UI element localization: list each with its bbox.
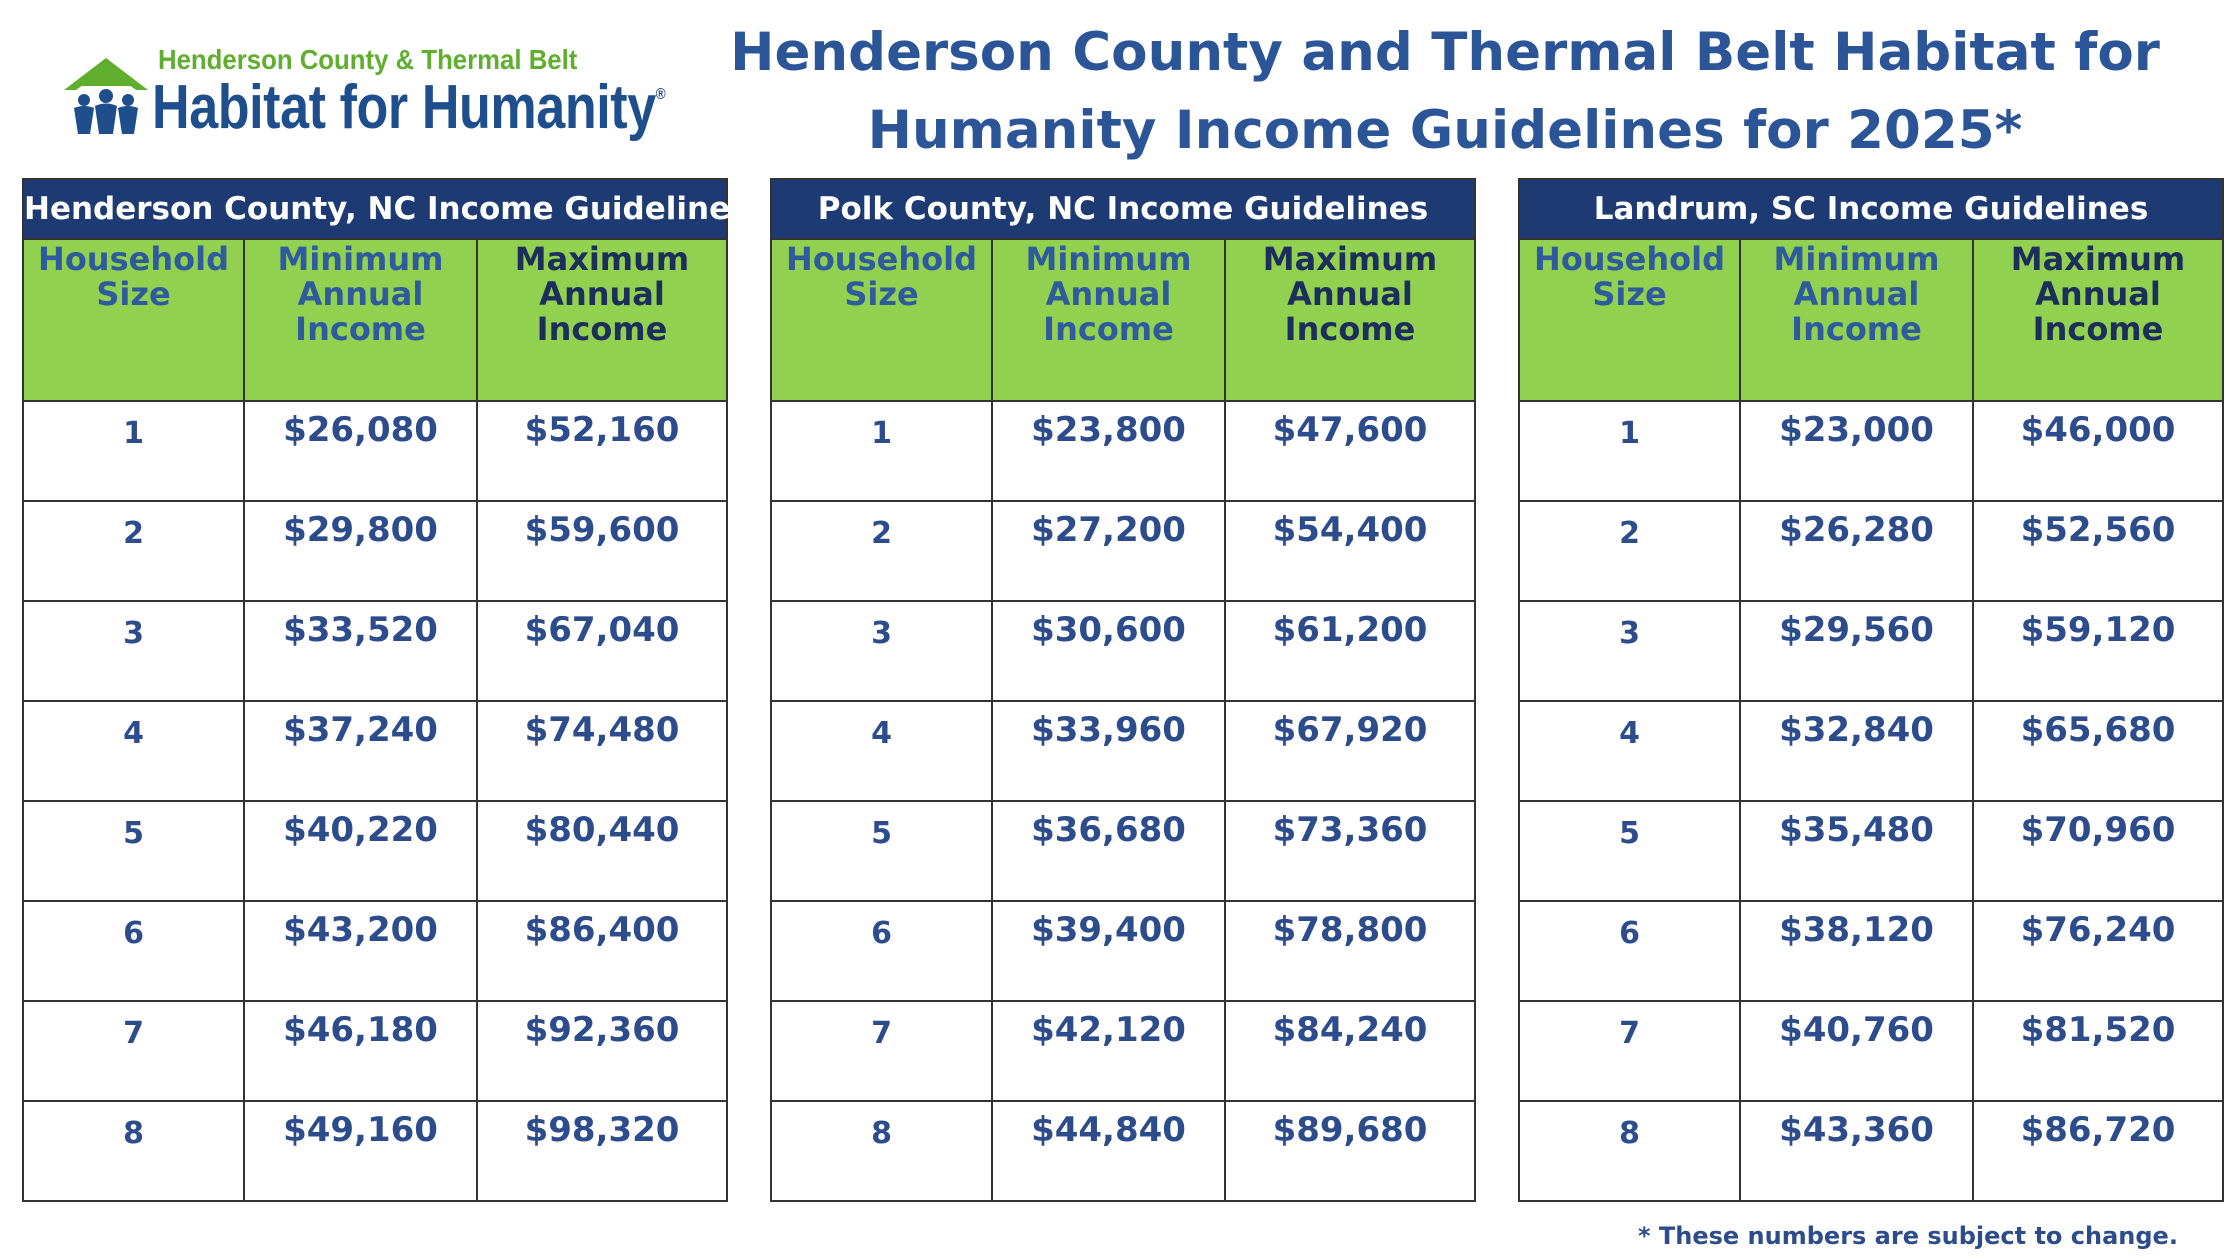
table-row: [1519, 901, 2223, 1001]
table-row: [771, 1101, 1475, 1201]
maximum-income-cell: $67,040: [477, 601, 727, 701]
minimum-income-cell: $33,960: [992, 701, 1225, 801]
minimum-income-cell: $49,160: [244, 1101, 477, 1201]
minimum-income-cell: $26,280: [1740, 501, 1973, 601]
maximum-income-header: Maximum Annual Income: [1225, 239, 1475, 401]
table-row: [1519, 401, 2223, 501]
household-size-header: Household Size: [1519, 239, 1740, 401]
table-row: [771, 401, 1475, 501]
logo: [60, 42, 700, 152]
minimum-income-cell: $39,400: [992, 901, 1225, 1001]
logo-registered-mark: ®: [655, 86, 666, 103]
minimum-income-header: Minimum Annual Income: [992, 239, 1225, 401]
maximum-income-cell: $89,680: [1225, 1101, 1475, 1201]
minimum-income-cell: $44,840: [992, 1101, 1225, 1201]
maximum-income-cell: $65,680: [1973, 701, 2223, 801]
household-size-cell: 8: [771, 1101, 992, 1201]
household-size-cell: 5: [1519, 801, 1740, 901]
maximum-income-cell: $81,520: [1973, 1001, 2223, 1101]
household-size-cell: 2: [23, 501, 244, 601]
table-body: [1519, 401, 2223, 1201]
minimum-income-cell: $42,120: [992, 1001, 1225, 1101]
minimum-income-cell: $33,520: [244, 601, 477, 701]
household-size-cell: 8: [1519, 1101, 1740, 1201]
maximum-income-cell: $47,600: [1225, 401, 1475, 501]
habitat-house-people-icon: [60, 56, 152, 136]
maximum-income-header: Maximum Annual Income: [477, 239, 727, 401]
table-row: [771, 701, 1475, 801]
household-size-cell: 6: [771, 901, 992, 1001]
maximum-income-cell: $76,240: [1973, 901, 2223, 1001]
maximum-income-cell: $98,320: [477, 1101, 727, 1201]
minimum-income-cell: $27,200: [992, 501, 1225, 601]
maximum-income-cell: $59,120: [1973, 601, 2223, 701]
table-row: [23, 501, 727, 601]
maximum-income-cell: $54,400: [1225, 501, 1475, 601]
maximum-income-cell: $80,440: [477, 801, 727, 901]
table-row: [23, 1001, 727, 1101]
table-row: [23, 701, 727, 801]
maximum-income-cell: $74,480: [477, 701, 727, 801]
page-title: [720, 14, 2170, 170]
table-body: [23, 401, 727, 1201]
maximum-income-cell: $46,000: [1973, 401, 2223, 501]
household-size-cell: 5: [771, 801, 992, 901]
maximum-income-cell: $61,200: [1225, 601, 1475, 701]
table-row: [1519, 601, 2223, 701]
minimum-income-cell: $23,000: [1740, 401, 1973, 501]
table-row: [23, 1101, 727, 1201]
household-size-header: Household Size: [771, 239, 992, 401]
minimum-income-cell: $23,800: [992, 401, 1225, 501]
minimum-income-cell: $36,680: [992, 801, 1225, 901]
table-row: [23, 901, 727, 1001]
minimum-income-cell: $30,600: [992, 601, 1225, 701]
household-size-cell: 1: [1519, 401, 1740, 501]
household-size-cell: 6: [1519, 901, 1740, 1001]
minimum-income-cell: $38,120: [1740, 901, 1973, 1001]
minimum-income-cell: $37,240: [244, 701, 477, 801]
income-table-henderson: [22, 178, 749, 1202]
page-title-line-1: Henderson County and Thermal Belt Habitat for: [730, 22, 2160, 83]
maximum-income-cell: $52,560: [1973, 501, 2223, 601]
table-row: [23, 601, 727, 701]
table-caption: Landrum, SC Income Guidelines: [1519, 179, 2223, 239]
minimum-income-cell: $40,760: [1740, 1001, 1973, 1101]
table-row: [23, 801, 727, 901]
minimum-income-cell: $46,180: [244, 1001, 477, 1101]
maximum-income-cell: $59,600: [477, 501, 727, 601]
maximum-income-cell: $86,720: [1973, 1101, 2223, 1201]
table-row: [771, 501, 1475, 601]
table-caption: Henderson County, NC Income Guidelines: [23, 179, 727, 239]
logo-name: Habitat for Humanity®: [152, 73, 666, 142]
household-size-cell: 4: [771, 701, 992, 801]
maximum-income-cell: $86,400: [477, 901, 727, 1001]
maximum-income-header: Maximum Annual Income: [1973, 239, 2223, 401]
income-table-landrum: [1518, 178, 2224, 1202]
household-size-cell: 1: [23, 401, 244, 501]
table-row: [771, 801, 1475, 901]
household-size-cell: 2: [771, 501, 992, 601]
table-row: [23, 401, 727, 501]
page-title-line-2: Humanity Income Guidelines for 2025*: [867, 100, 2023, 161]
minimum-income-cell: $26,080: [244, 401, 477, 501]
table-row: [771, 601, 1475, 701]
minimum-income-header: Minimum Annual Income: [244, 239, 477, 401]
household-size-cell: 7: [23, 1001, 244, 1101]
table-row: [1519, 1001, 2223, 1101]
table-row: [771, 1001, 1475, 1101]
household-size-cell: 4: [23, 701, 244, 801]
household-size-cell: 4: [1519, 701, 1740, 801]
table-body: [771, 401, 1475, 1201]
table-row: [1519, 701, 2223, 801]
footnote: * These numbers are subject to change.: [1638, 1222, 2178, 1250]
logo-subtitle: Henderson County & Thermal Belt: [158, 44, 578, 75]
household-size-header: Household Size: [23, 239, 244, 401]
table-row: [1519, 801, 2223, 901]
table-row: [1519, 501, 2223, 601]
maximum-income-cell: $92,360: [477, 1001, 727, 1101]
minimum-income-cell: $35,480: [1740, 801, 1973, 901]
minimum-income-cell: $32,840: [1740, 701, 1973, 801]
maximum-income-cell: $73,360: [1225, 801, 1475, 901]
household-size-cell: 8: [23, 1101, 244, 1201]
maximum-income-cell: $52,160: [477, 401, 727, 501]
minimum-income-cell: $43,360: [1740, 1101, 1973, 1201]
minimum-income-cell: $29,800: [244, 501, 477, 601]
table-row: [771, 901, 1475, 1001]
maximum-income-cell: $70,960: [1973, 801, 2223, 901]
maximum-income-cell: $67,920: [1225, 701, 1475, 801]
household-size-cell: 6: [23, 901, 244, 1001]
household-size-cell: 7: [771, 1001, 992, 1101]
income-table-polk: [770, 178, 1476, 1202]
table-row: [1519, 1101, 2223, 1201]
household-size-cell: 3: [1519, 601, 1740, 701]
minimum-income-cell: $29,560: [1740, 601, 1973, 701]
household-size-cell: 5: [23, 801, 244, 901]
table-caption: Polk County, NC Income Guidelines: [771, 179, 1475, 239]
household-size-cell: 3: [23, 601, 244, 701]
maximum-income-cell: $84,240: [1225, 1001, 1475, 1101]
minimum-income-header: Minimum Annual Income: [1740, 239, 1973, 401]
household-size-cell: 1: [771, 401, 992, 501]
household-size-cell: 7: [1519, 1001, 1740, 1101]
maximum-income-cell: $78,800: [1225, 901, 1475, 1001]
minimum-income-cell: $43,200: [244, 901, 477, 1001]
minimum-income-cell: $40,220: [244, 801, 477, 901]
household-size-cell: 2: [1519, 501, 1740, 601]
household-size-cell: 3: [771, 601, 992, 701]
